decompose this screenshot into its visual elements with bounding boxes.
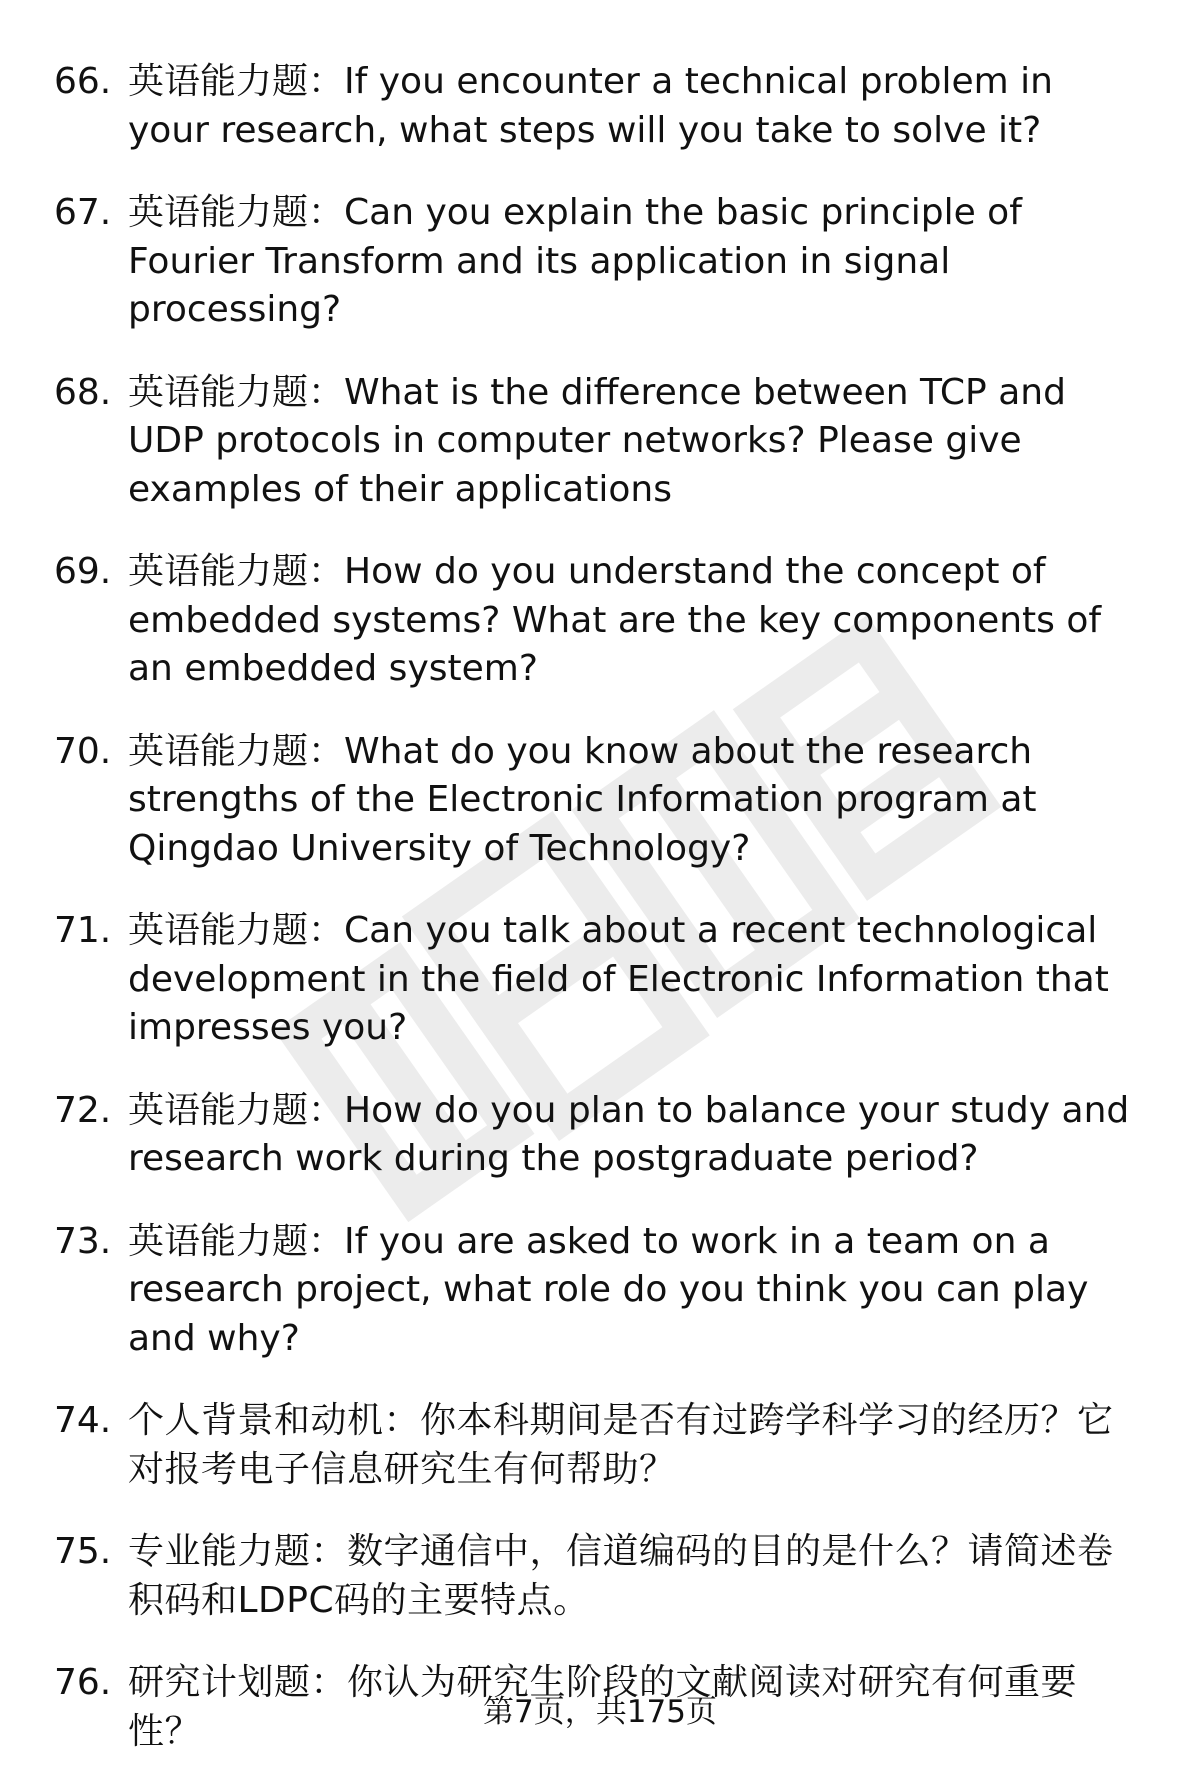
question-item: [0, 1397, 1200, 1494]
question-number: 72.: [54, 1089, 112, 1131]
question-number: 69.: [54, 551, 112, 592]
page-number: 第7页，共175页: [483, 1694, 717, 1730]
question-text: 英语能力题：If you are asked to work in a team on a research project, what role do you think you can play and why?: [128, 1220, 1089, 1359]
question-item: [0, 369, 1200, 515]
question-list: [0, 58, 1200, 1790]
question-item: [0, 548, 1200, 694]
question-number: 67.: [54, 192, 112, 233]
question-item: [0, 58, 1200, 155]
question-text: 英语能力题：How do you plan to balance your study and research work during the postgraduate period?: [128, 1089, 1130, 1179]
question-number: 73.: [54, 1220, 112, 1262]
question-text: 英语能力题：Can you explain the basic principle of Fourier Transform and its application in signal processing?: [128, 192, 1022, 330]
question-number: 68.: [54, 371, 112, 413]
question-text: 专业能力题：数字通信中，信道编码的目的是什么？请简述卷积码和LDPC码的主要特点。: [128, 1531, 1114, 1621]
question-text: 英语能力题：What is the difference between TCP and UDP protocols in computer networks? Please give examples of their applications: [128, 371, 1066, 510]
question-text: 研究计划题：你认为研究生阶段的文献阅读对研究有何重要性？: [128, 1662, 1078, 1752]
question-text: 个人背景和动机：你本科期间是否有过跨学科学习的经历？它对报考电子信息研究生有何帮助？: [128, 1400, 1114, 1490]
question-number: 71.: [54, 910, 112, 951]
question-text: 英语能力题：What do you know about the research strengths of the Electronic Information program at Qingdao University of Technology?: [128, 730, 1037, 869]
question-number: 66.: [54, 61, 112, 102]
question-number: 75.: [54, 1531, 112, 1572]
question-number: 76.: [54, 1662, 112, 1703]
question-item: [0, 1218, 1200, 1364]
question-text: 英语能力题：How do you understand the concept of embedded systems? What are the key components of an embedded system?: [128, 551, 1102, 689]
question-item: [0, 907, 1200, 1053]
question-number: 70.: [54, 730, 112, 772]
question-number: 74.: [54, 1400, 112, 1441]
question-text: 英语能力题：If you encounter a technical problem in your research, what steps will you take to solve it?: [128, 61, 1053, 151]
question-item: [0, 728, 1200, 874]
question-text: 英语能力题：Can you talk about a recent technological development in the field of Electronic Information that impresses you?: [128, 910, 1109, 1048]
question-item: [0, 1528, 1200, 1625]
question-item: [0, 1087, 1200, 1184]
question-item: [0, 189, 1200, 335]
